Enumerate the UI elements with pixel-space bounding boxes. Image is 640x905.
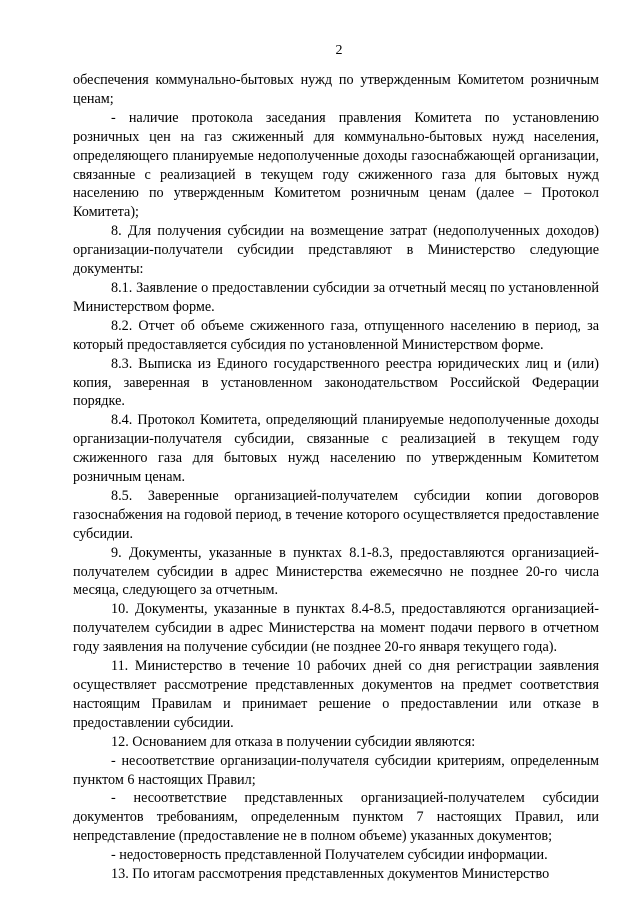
paragraph-12-item-criteria: - несоответствие организации-получателя субсидии критериям, определенным пунктом 6 настоящих Правил;: [73, 752, 599, 788]
paragraph-8-1: 8.1. Заявление о предоставлении субсидии за отчетный месяц по установленной Министерством форме.: [73, 279, 599, 315]
paragraph-13: 13. По итогам рассмотрения представленных документов Министерство: [111, 866, 550, 883]
paragraph-continuation: обеспечения коммунально-бытовых нужд по утвержденным Комитетом розничным ценам;: [73, 72, 599, 107]
paragraph-10: 10. Документы, указанные в пунктах 8.4-8.5, предоставляются организацией-получателем субсидии в адрес Министерства на момент подачи первого в отчетном году заявления на получение субсидии (не позднее 20-го января текущего года).: [73, 601, 599, 656]
paragraph-8-5: 8.5. Заверенные организацией-получателем субсидии копии договоров газоснабжения на годовой период, в течение которого осуществляется предоставление субсидии.: [73, 487, 599, 542]
paragraph-11: 11. Министерство в течение 10 рабочих дней со дня регистрации заявления осуществляет рассмотрение представленных документов на предмет соответствия настоящим Правилам и принимает решение о предоставлении или отказе в предоставлении субсидии.: [73, 658, 599, 731]
paragraph-8: 8. Для получения субсидии на возмещение затрат (недополученных доходов) организации-получатели субсидии представляют в Министерство следующие документы:: [73, 223, 599, 278]
page-number: 2: [335, 43, 343, 58]
paragraph-9: 9. Документы, указанные в пунктах 8.1-8.3, предоставляются организацией-получателем субсидии в адрес Министерства ежемесячно не позднее 20-го числа месяца, следующего за отчетным.: [73, 544, 599, 599]
paragraph-8-2: 8.2. Отчет об объеме сжиженного газа, отпущенного населению в период, за который предоставляется субсидия по установленной Министерством форме.: [73, 317, 599, 353]
paragraph-12-item-documents: - несоответствие представленных организацией-получателем субсидии документов требованиям, определенным пунктом 7 настоящих Правил, или непредставление (предоставление не в полном объеме) указанных документов;: [73, 790, 599, 845]
paragraph-8-4: 8.4. Протокол Комитета, определяющий планируемые недополученные доходы организации-получателя субсидии, связанные с реализацией в текущем году сжиженного газа для бытовых нужд населению по утвержденным Комитетом розничным ценам.: [73, 412, 599, 486]
paragraph-12-item-reliability: - недостоверность представленной Получателем субсидии информации.: [111, 847, 548, 864]
paragraph-protocol-requirement: - наличие протокола заседания правления Комитета по установлению розничных цен на газ сжиженный для коммунально-бытовых нужд населения, определяющего планируемые недополученные доходы газоснабжающей организации, связанные с реализацией в текущем году сжиженного газа для бытовых нужд населению по утвержденным Комитетом розничным ценам (далее – Протокол Комитета);: [73, 109, 599, 221]
paragraph-12: 12. Основанием для отказа в получении субсидии являются:: [111, 733, 476, 750]
paragraph-8-3: 8.3. Выписка из Единого государственного реестра юридических лиц и (или) копия, заверенная в установленном законодательством Российской Федерации порядке.: [73, 355, 599, 410]
